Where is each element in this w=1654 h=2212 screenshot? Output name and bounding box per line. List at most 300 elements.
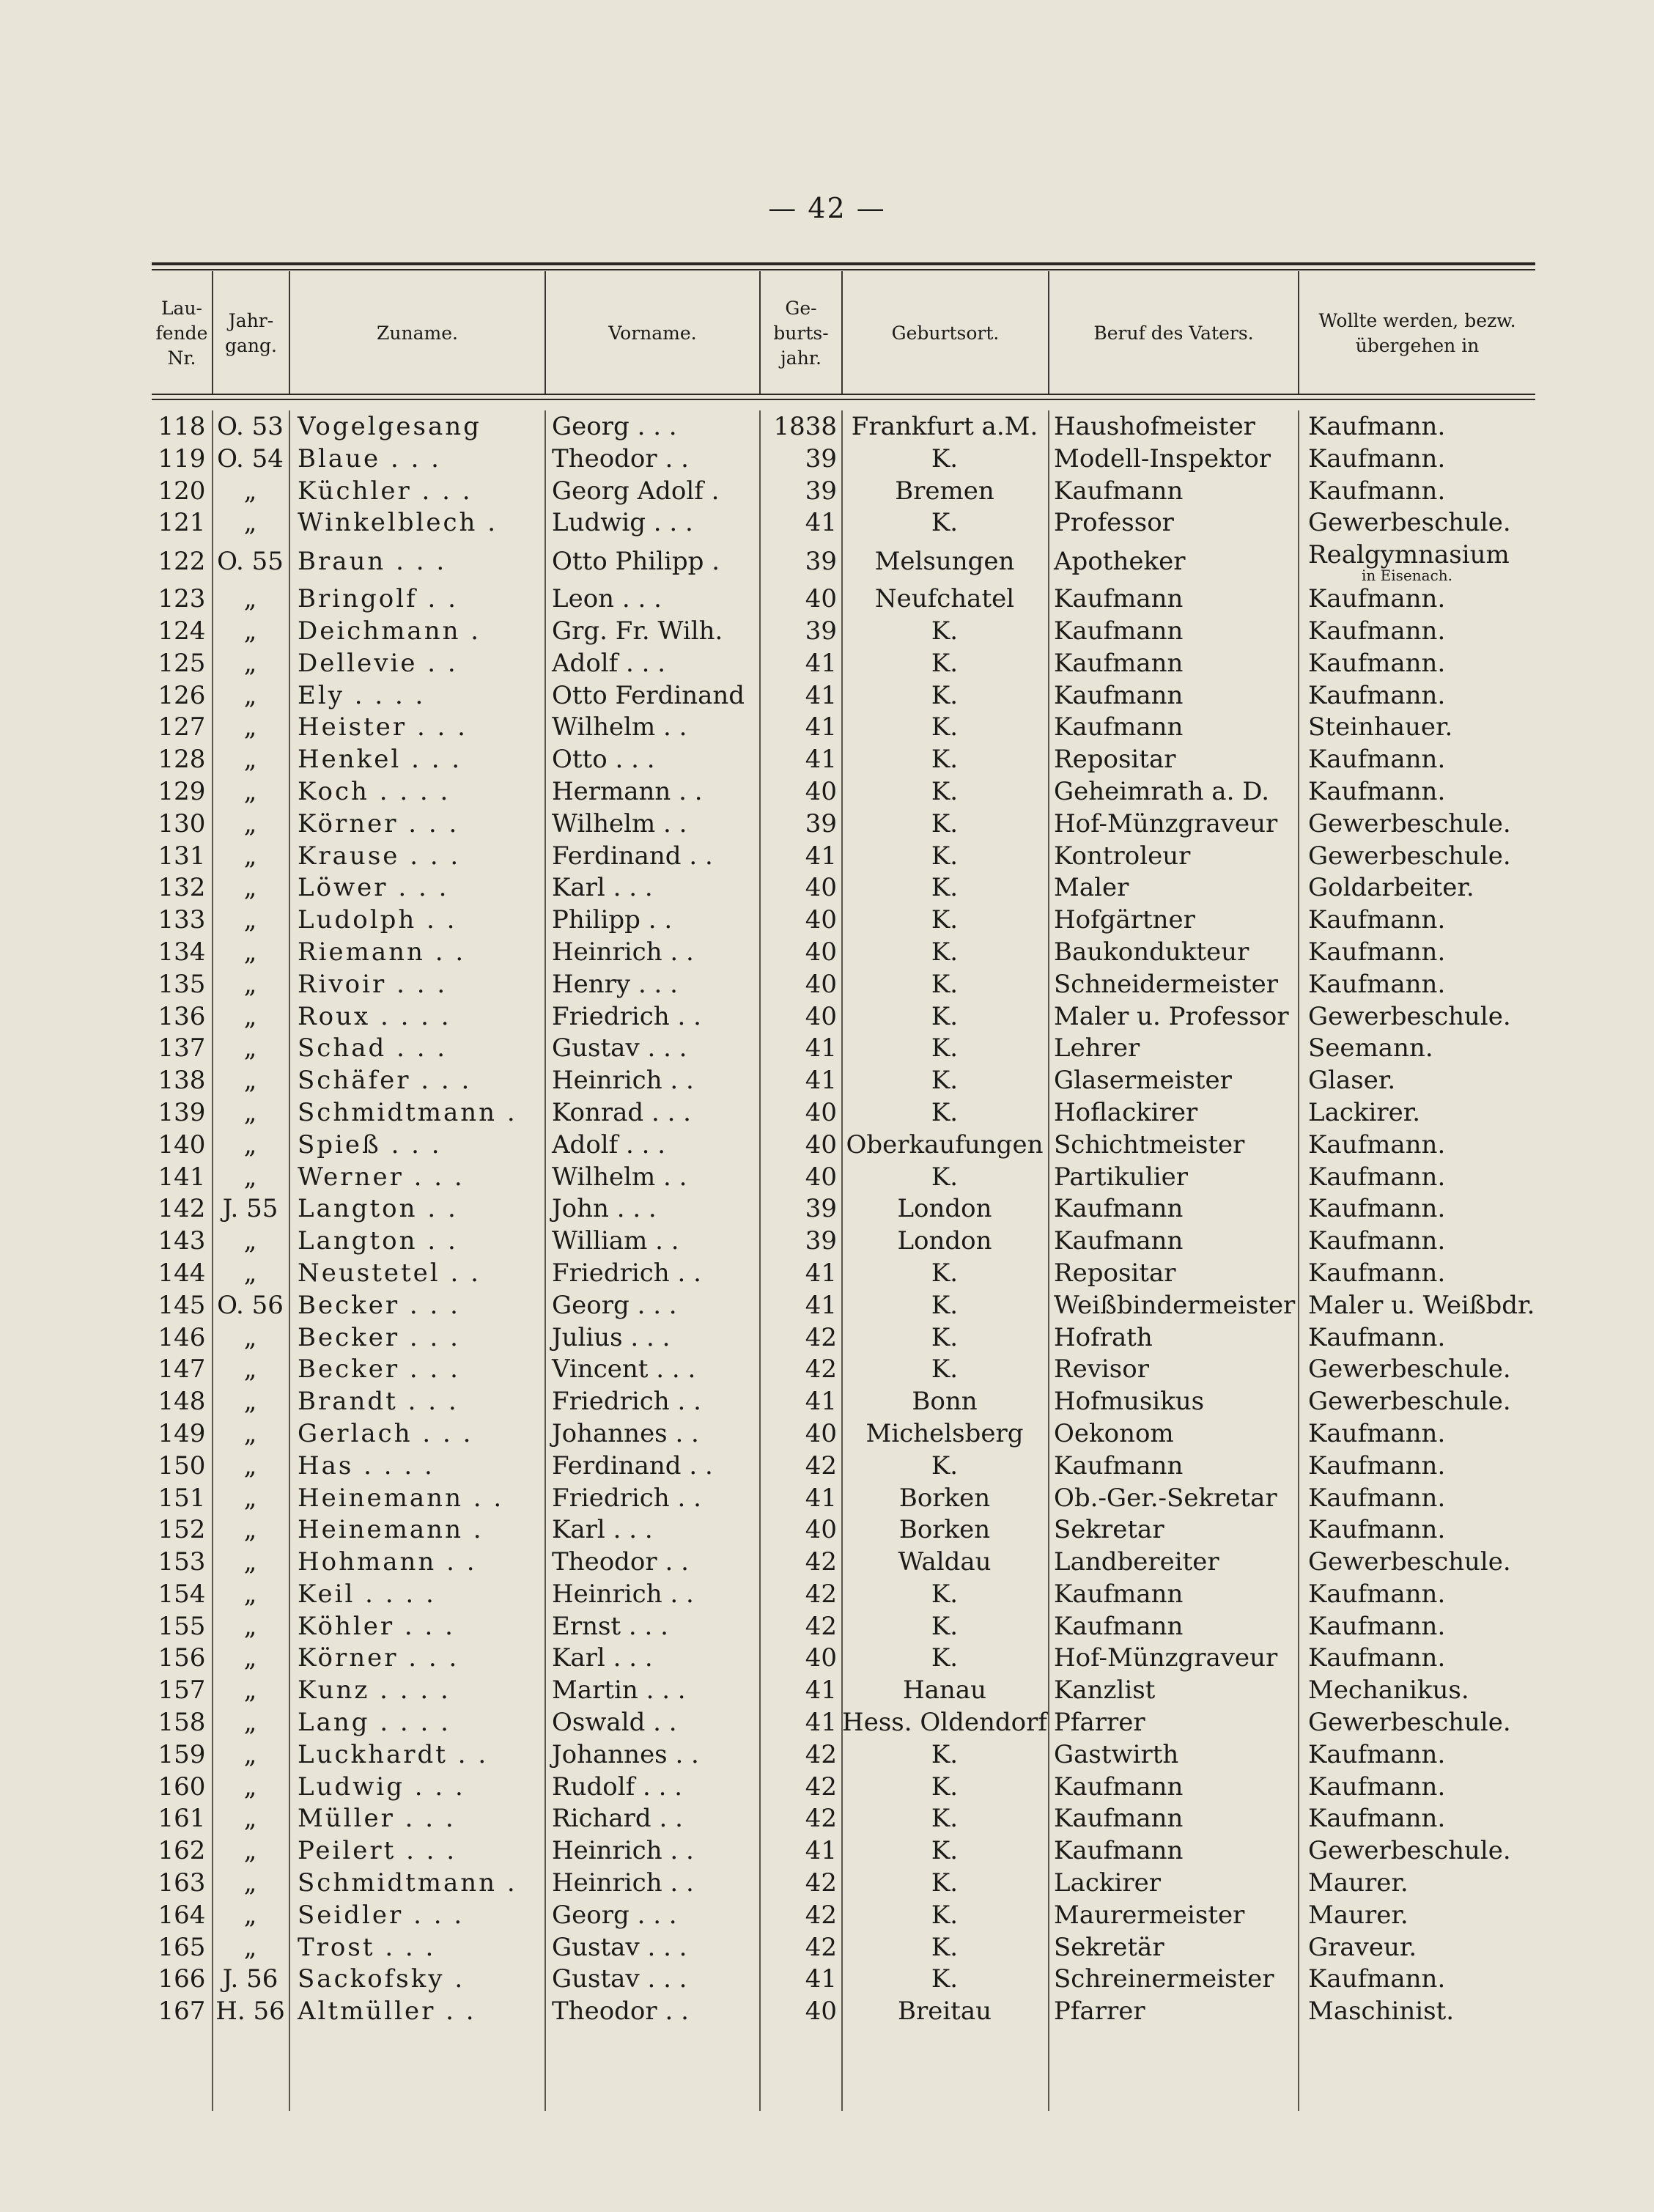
table-row — [152, 1450, 1535, 1483]
row-wollte-werden-text: Graveur. — [1308, 1932, 1417, 1962]
row-vorname — [544, 872, 759, 904]
row-geburtsort-text: K. — [931, 1450, 959, 1481]
row-beruf-vaters-text: Hof-Münzgraveur — [1054, 1643, 1278, 1673]
row-zuname-text: Altmüller . . — [298, 1997, 476, 2027]
row-vorname-text: Heinrich . . — [552, 937, 694, 967]
row-number-text: 167 — [158, 1997, 206, 2027]
row-geburtsort-text: K. — [931, 873, 959, 903]
row-geburtsjahr — [759, 1418, 841, 1450]
row-wollte-werden — [1298, 1483, 1535, 1515]
row-jahrgang-text: „ — [243, 1836, 257, 1866]
row-wollte-werden — [1298, 443, 1535, 476]
row-wollte-werden-text: Gewerbeschule. — [1308, 841, 1511, 871]
row-jahrgang-text: „ — [243, 1001, 257, 1031]
row-jahrgang — [212, 712, 289, 744]
row-zuname-text: Heinemann . — [298, 1515, 484, 1545]
row-number — [152, 1354, 212, 1386]
row-wollte-werden — [1298, 1258, 1535, 1290]
row-beruf-vaters-text: Repositar — [1054, 1258, 1176, 1288]
row-number-text: 166 — [158, 1964, 206, 1994]
row-jahrgang — [212, 507, 289, 539]
row-number — [152, 1772, 212, 1804]
row-number — [152, 1996, 212, 2028]
row-jahrgang-text: „ — [243, 1066, 257, 1096]
row-geburtsort — [841, 1450, 1048, 1483]
row-geburtsort-text: Frankfurt a.M. — [851, 412, 1038, 441]
row-geburtsjahr — [759, 411, 841, 443]
row-number-text: 158 — [158, 1708, 206, 1738]
row-beruf-vaters-text: Hofgärtner — [1054, 905, 1195, 935]
row-wollte-werden-text: Mechanikus. — [1308, 1675, 1469, 1706]
row-wollte-werden-text: Realgymnasium — [1308, 540, 1510, 570]
row-zuname-text: Gerlach . . . — [298, 1418, 473, 1448]
row-geburtsjahr-text: 41 — [805, 508, 837, 538]
row-geburtsjahr — [759, 1675, 841, 1707]
row-geburtsjahr-text: 41 — [805, 1033, 837, 1063]
row-jahrgang-text: „ — [243, 1932, 257, 1962]
row-geburtsort-text: Breitau — [897, 1997, 992, 2027]
row-geburtsort-text: Hanau — [903, 1675, 986, 1706]
row-geburtsjahr — [759, 1739, 841, 1772]
row-vorname — [544, 648, 759, 680]
row-vorname-text: Henry . . . — [552, 969, 678, 999]
row-zuname-text: Neustetel . . — [298, 1258, 481, 1288]
row-jahrgang — [212, 411, 289, 443]
row-geburtsjahr — [759, 1483, 841, 1515]
row-vorname-text: Vincent . . . — [552, 1354, 696, 1385]
row-number-text: 123 — [158, 584, 206, 614]
row-beruf-vaters — [1048, 476, 1298, 508]
row-wollte-werden — [1298, 1707, 1535, 1739]
row-zuname — [289, 712, 544, 744]
row-wollte-werden — [1298, 1932, 1535, 1964]
row-vorname-text: Ferdinand . . — [552, 841, 713, 871]
row-jahrgang-text: H. 56 — [215, 1997, 285, 2027]
table-row — [152, 1611, 1535, 1643]
row-jahrgang — [212, 969, 289, 1001]
row-zuname — [289, 1386, 544, 1418]
row-geburtsjahr — [759, 744, 841, 776]
row-beruf-vaters-text: Partikulier — [1054, 1162, 1189, 1192]
row-number-text: 132 — [158, 873, 206, 903]
row-geburtsort-text: Borken — [898, 1483, 991, 1513]
row-vorname — [544, 1258, 759, 1290]
row-number-text: 157 — [158, 1675, 206, 1706]
row-geburtsjahr — [759, 1932, 841, 1964]
row-jahrgang-text: „ — [243, 616, 257, 646]
row-vorname-text: Konrad . . . — [552, 1097, 691, 1127]
row-vorname — [544, 937, 759, 969]
row-geburtsort-text: K. — [931, 1066, 959, 1096]
row-zuname — [289, 1707, 544, 1739]
row-geburtsort-text: K. — [931, 776, 959, 806]
row-geburtsort — [841, 1643, 1048, 1675]
table-row — [152, 1097, 1535, 1129]
header-jahrgang: Jahr- gang. — [225, 310, 277, 356]
row-wollte-werden — [1298, 1803, 1535, 1835]
row-geburtsort-text: K. — [931, 1322, 959, 1352]
table-row — [152, 1033, 1535, 1065]
row-wollte-werden-text: Kaufmann. — [1308, 1483, 1446, 1513]
page-number: — 42 — — [768, 192, 886, 224]
row-number — [152, 1225, 212, 1258]
row-beruf-vaters — [1048, 1354, 1298, 1386]
row-zuname — [289, 1483, 544, 1515]
row-geburtsort — [841, 1258, 1048, 1290]
row-vorname — [544, 1932, 759, 1964]
row-vorname-text: Georg . . . — [552, 1290, 677, 1320]
row-beruf-vaters — [1048, 1129, 1298, 1162]
row-jahrgang-text: „ — [243, 1739, 257, 1769]
row-number — [152, 1675, 212, 1707]
row-geburtsjahr-text: 42 — [805, 1932, 837, 1962]
row-beruf-vaters-text: Maurermeister — [1054, 1900, 1245, 1930]
row-geburtsort-text: K. — [931, 841, 959, 871]
row-geburtsort — [841, 1932, 1048, 1964]
row-geburtsort-text: K. — [931, 1900, 959, 1930]
row-zuname-text: Sackofsky . — [298, 1964, 465, 1994]
row-jahrgang — [212, 1996, 289, 2028]
row-number-text: 140 — [158, 1129, 206, 1160]
row-number — [152, 744, 212, 776]
row-zuname-text: Langton . . — [298, 1194, 458, 1224]
row-number-text: 156 — [158, 1643, 206, 1673]
row-wollte-werden — [1298, 1386, 1535, 1418]
row-vorname-text: Wilhelm . . — [552, 808, 687, 838]
row-number-text: 160 — [158, 1772, 206, 1802]
row-wollte-werden-text: Kaufmann. — [1308, 1772, 1446, 1802]
row-wollte-werden-text: Glaser. — [1308, 1066, 1396, 1096]
row-geburtsjahr — [759, 1033, 841, 1065]
row-wollte-werden-text: Kaufmann. — [1308, 476, 1446, 506]
row-wollte-werden — [1298, 648, 1535, 680]
row-beruf-vaters — [1048, 1514, 1298, 1546]
row-geburtsjahr-text: 41 — [805, 745, 837, 775]
row-number-text: 161 — [158, 1804, 206, 1834]
row-number-text: 138 — [158, 1066, 206, 1096]
row-beruf-vaters-text: Kaufmann — [1054, 616, 1184, 646]
row-vorname-text: Georg Adolf . — [552, 476, 720, 506]
row-wollte-werden — [1298, 1322, 1535, 1354]
row-geburtsort — [841, 1996, 1048, 2028]
row-geburtsjahr — [759, 872, 841, 904]
row-wollte-werden-text: Maurer. — [1308, 1900, 1409, 1930]
row-zuname — [289, 1675, 544, 1707]
row-geburtsort-text: Melsungen — [874, 547, 1015, 577]
row-number — [152, 1964, 212, 1996]
row-zuname — [289, 1258, 544, 1290]
register-rows — [152, 411, 1535, 2028]
row-beruf-vaters-text: Weißbindermeister — [1054, 1290, 1296, 1320]
row-geburtsjahr-text: 40 — [805, 1997, 837, 2027]
row-geburtsjahr-text: 42 — [805, 1547, 837, 1577]
row-vorname — [544, 411, 759, 443]
row-number-text: 125 — [158, 648, 206, 678]
row-number-text: 122 — [158, 547, 206, 577]
row-jahrgang — [212, 583, 289, 616]
row-zuname — [289, 1193, 544, 1225]
row-vorname-text: Rudolf . . . — [552, 1772, 683, 1802]
row-jahrgang — [212, 1290, 289, 1322]
table-row — [152, 1354, 1535, 1386]
header-laufende-nr: Lau- fende Nr. — [155, 298, 208, 369]
row-jahrgang — [212, 1162, 289, 1194]
row-beruf-vaters-text: Oekonom — [1054, 1418, 1174, 1448]
row-jahrgang-text: „ — [243, 680, 257, 710]
row-wollte-werden-text: Kaufmann. — [1308, 648, 1446, 678]
row-number-text: 148 — [158, 1387, 206, 1417]
row-zuname-text: Has . . . . — [298, 1450, 435, 1481]
row-zuname — [289, 507, 544, 539]
row-zuname-text: Becker . . . — [298, 1290, 460, 1320]
row-jahrgang-text: „ — [243, 1162, 257, 1192]
row-geburtsjahr — [759, 1611, 841, 1643]
row-jahrgang-text: J. 55 — [222, 1194, 278, 1224]
row-geburtsort — [841, 937, 1048, 969]
row-jahrgang-text: „ — [243, 1868, 257, 1898]
row-wollte-werden — [1298, 1001, 1535, 1033]
row-wollte-werden — [1298, 1065, 1535, 1097]
row-zuname-text: Koch . . . . — [298, 776, 451, 806]
row-beruf-vaters — [1048, 1546, 1298, 1579]
row-wollte-werden-note: in Eisenach. — [1362, 567, 1452, 584]
row-geburtsort-text: Neufchatel — [874, 584, 1015, 614]
table-row — [152, 1001, 1535, 1033]
row-geburtsort — [841, 712, 1048, 744]
row-geburtsort — [841, 680, 1048, 712]
table-row — [152, 1225, 1535, 1258]
row-wollte-werden-text: Kaufmann. — [1308, 1258, 1446, 1288]
row-vorname — [544, 1290, 759, 1322]
row-number — [152, 872, 212, 904]
row-geburtsjahr — [759, 1996, 841, 2028]
row-geburtsjahr — [759, 1868, 841, 1900]
row-vorname — [544, 712, 759, 744]
row-geburtsort — [841, 1001, 1048, 1033]
row-geburtsjahr — [759, 1579, 841, 1611]
row-zuname — [289, 1932, 544, 1964]
row-beruf-vaters — [1048, 1483, 1298, 1515]
row-zuname — [289, 1579, 544, 1611]
row-zuname — [289, 1162, 544, 1194]
row-geburtsort — [841, 1772, 1048, 1804]
row-geburtsort — [841, 1868, 1048, 1900]
row-zuname — [289, 1001, 544, 1033]
row-beruf-vaters-text: Sekretär — [1054, 1932, 1164, 1962]
row-geburtsort — [841, 1225, 1048, 1258]
row-vorname — [544, 1964, 759, 1996]
row-beruf-vaters — [1048, 1225, 1298, 1258]
row-geburtsjahr-text: 42 — [805, 1450, 837, 1481]
row-vorname-text: Heinrich . . — [552, 1868, 694, 1898]
row-geburtsort-text: K. — [931, 1836, 959, 1866]
row-wollte-werden-text: Kaufmann. — [1308, 1804, 1446, 1834]
table-row — [152, 476, 1535, 508]
row-number-text: 142 — [158, 1194, 206, 1224]
row-geburtsjahr — [759, 1964, 841, 1996]
row-zuname-text: Keil . . . . — [298, 1579, 436, 1609]
row-geburtsort-text: K. — [931, 508, 959, 538]
row-wollte-werden — [1298, 680, 1535, 712]
row-jahrgang — [212, 1418, 289, 1450]
row-wollte-werden — [1298, 1900, 1535, 1932]
row-jahrgang-text: „ — [243, 873, 257, 903]
row-zuname-text: Brandt . . . — [298, 1387, 459, 1417]
row-geburtsjahr-text: 39 — [805, 476, 837, 506]
row-jahrgang — [212, 1258, 289, 1290]
table-row — [152, 1707, 1535, 1739]
row-beruf-vaters — [1048, 583, 1298, 616]
row-number-text: 154 — [158, 1579, 206, 1609]
row-number-text: 164 — [158, 1900, 206, 1930]
header-rule-bottom — [152, 394, 1535, 395]
row-geburtsort-text: K. — [931, 1611, 959, 1641]
row-geburtsjahr — [759, 1835, 841, 1868]
row-wollte-werden — [1298, 744, 1535, 776]
row-geburtsjahr-text: 41 — [805, 712, 837, 742]
row-jahrgang-text: „ — [243, 1515, 257, 1545]
row-zuname-text: Ely . . . . — [298, 680, 426, 710]
table-row — [152, 1322, 1535, 1354]
row-geburtsjahr-text: 40 — [805, 873, 837, 903]
row-wollte-werden-text: Goldarbeiter. — [1308, 873, 1474, 903]
row-number-text: 124 — [158, 616, 206, 646]
row-geburtsort-text: K. — [931, 1097, 959, 1127]
row-geburtsort-text: K. — [931, 1354, 959, 1385]
row-number-text: 131 — [158, 841, 206, 871]
row-wollte-werden — [1298, 1290, 1535, 1322]
header-beruf-vaters: Beruf des Vaters. — [1093, 322, 1254, 344]
row-geburtsort-text: K. — [931, 1033, 959, 1063]
table-row — [152, 1162, 1535, 1194]
row-vorname — [544, 1772, 759, 1804]
row-geburtsort — [841, 872, 1048, 904]
row-geburtsjahr-text: 41 — [805, 1483, 837, 1513]
row-beruf-vaters-text: Kaufmann — [1054, 584, 1184, 614]
row-vorname-text: Gustav . . . — [552, 1964, 687, 1994]
row-wollte-werden-text: Maurer. — [1308, 1868, 1409, 1898]
row-number — [152, 1546, 212, 1579]
row-zuname — [289, 583, 544, 616]
row-beruf-vaters-text: Kaufmann — [1054, 1450, 1184, 1481]
row-geburtsjahr-text: 42 — [805, 1579, 837, 1609]
table-row — [152, 411, 1535, 443]
row-beruf-vaters-text: Repositar — [1054, 745, 1176, 775]
row-wollte-werden-text: Kaufmann. — [1308, 745, 1446, 775]
row-geburtsjahr-text: 40 — [805, 937, 837, 967]
row-geburtsort-text: K. — [931, 648, 959, 678]
header-geburtsjahr: Ge- burts- jahr. — [773, 298, 829, 369]
row-vorname — [544, 1225, 759, 1258]
row-jahrgang — [212, 1193, 289, 1225]
row-beruf-vaters — [1048, 1193, 1298, 1225]
row-wollte-werden — [1298, 1546, 1535, 1579]
row-vorname-text: John . . . — [552, 1194, 657, 1224]
row-geburtsort — [841, 583, 1048, 616]
row-wollte-werden-text: Gewerbeschule. — [1308, 1708, 1511, 1738]
row-wollte-werden-text: Kaufmann. — [1308, 680, 1446, 710]
row-wollte-werden-text: Kaufmann. — [1308, 1643, 1446, 1673]
row-beruf-vaters — [1048, 1707, 1298, 1739]
table-row — [152, 648, 1535, 680]
row-beruf-vaters-text: Haushofmeister — [1054, 412, 1255, 441]
row-beruf-vaters-text: Pfarrer — [1054, 1708, 1145, 1738]
row-zuname — [289, 1868, 544, 1900]
row-vorname-text: Friedrich . . — [552, 1483, 701, 1513]
row-wollte-werden — [1298, 872, 1535, 904]
row-geburtsjahr — [759, 937, 841, 969]
row-number-text: 128 — [158, 745, 206, 775]
row-number — [152, 1707, 212, 1739]
row-zuname — [289, 539, 544, 583]
table-row — [152, 1129, 1535, 1162]
row-geburtsjahr — [759, 1097, 841, 1129]
row-beruf-vaters-text: Maler — [1054, 873, 1129, 903]
row-geburtsort — [841, 1418, 1048, 1450]
row-zuname — [289, 1803, 544, 1835]
row-geburtsort — [841, 1065, 1048, 1097]
row-zuname-text: Becker . . . — [298, 1322, 460, 1352]
table-row — [152, 1739, 1535, 1772]
row-geburtsjahr — [759, 1290, 841, 1322]
row-wollte-werden — [1298, 1964, 1535, 1996]
row-beruf-vaters — [1048, 1162, 1298, 1194]
row-jahrgang-text: „ — [243, 1033, 257, 1063]
row-geburtsort-text: K. — [931, 1162, 959, 1192]
row-geburtsjahr — [759, 841, 841, 873]
row-wollte-werden — [1298, 1033, 1535, 1065]
row-geburtsjahr-text: 40 — [805, 1097, 837, 1127]
row-jahrgang-text: „ — [243, 508, 257, 538]
row-zuname-text: Werner . . . — [298, 1162, 465, 1192]
row-vorname — [544, 1065, 759, 1097]
table-row — [152, 1258, 1535, 1290]
row-beruf-vaters-text: Baukondukteur — [1054, 937, 1249, 967]
row-geburtsjahr — [759, 1258, 841, 1290]
row-jahrgang — [212, 808, 289, 841]
row-number-text: 163 — [158, 1868, 206, 1898]
row-beruf-vaters-text: Schreinermeister — [1054, 1964, 1274, 1994]
row-wollte-werden — [1298, 904, 1535, 937]
row-number — [152, 1418, 212, 1450]
row-geburtsort-text: K. — [931, 1804, 959, 1834]
row-zuname-text: Köhler . . . — [298, 1611, 455, 1641]
row-vorname-text: Hermann . . — [552, 776, 703, 806]
row-geburtsort — [841, 1354, 1048, 1386]
row-jahrgang-text: O. 53 — [217, 412, 284, 441]
row-vorname-text: Wilhelm . . — [552, 1162, 687, 1192]
row-geburtsort-text: K. — [931, 1290, 959, 1320]
row-geburtsjahr — [759, 1514, 841, 1546]
row-vorname — [544, 1450, 759, 1483]
row-number — [152, 1900, 212, 1932]
row-geburtsjahr-text: 42 — [805, 1322, 837, 1352]
row-vorname-text: Adolf . . . — [552, 648, 666, 678]
row-vorname — [544, 539, 759, 583]
row-beruf-vaters-text: Kaufmann — [1054, 680, 1184, 710]
row-zuname-text: Heinemann . . — [298, 1483, 504, 1513]
row-number — [152, 841, 212, 873]
row-jahrgang — [212, 1835, 289, 1868]
row-zuname — [289, 1322, 544, 1354]
row-geburtsjahr-text: 40 — [805, 1001, 837, 1031]
row-geburtsjahr — [759, 648, 841, 680]
table-row — [152, 1386, 1535, 1418]
row-vorname — [544, 744, 759, 776]
header-rule-bottom-thin — [152, 399, 1535, 400]
row-geburtsort-text: K. — [931, 808, 959, 838]
row-number-text: 153 — [158, 1547, 206, 1577]
